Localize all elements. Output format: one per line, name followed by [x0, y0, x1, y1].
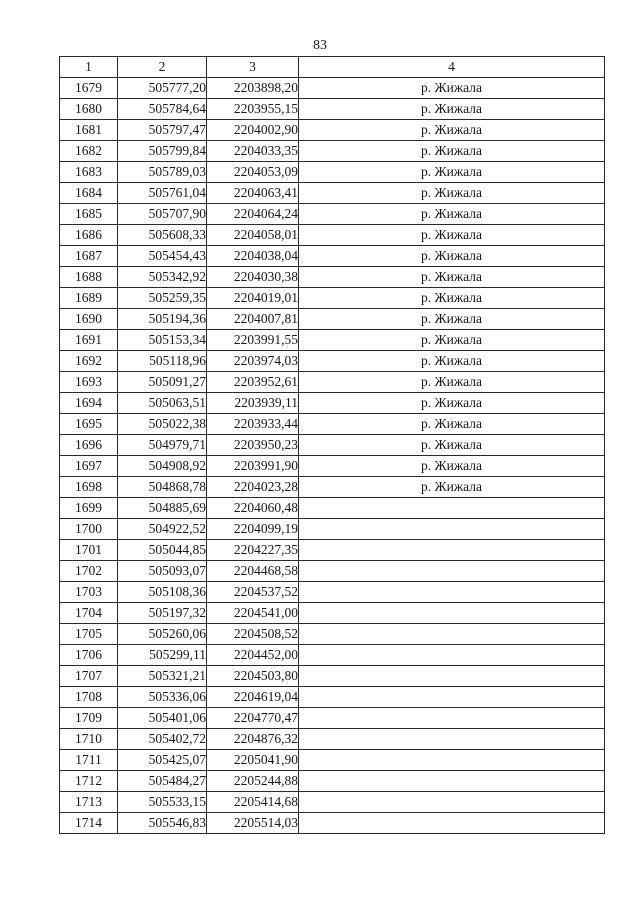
table-row [60, 120, 605, 141]
y-coordinate-cell: 2204468,58 [207, 561, 299, 582]
x-coordinate-cell: 505321,21 [118, 666, 207, 687]
description-cell: р. Жижала [299, 309, 605, 330]
x-coordinate-cell: 505707,90 [118, 204, 207, 225]
y-coordinate-cell: 2204064,24 [207, 204, 299, 225]
y-coordinate-cell: 2204030,38 [207, 267, 299, 288]
point-number-cell: 1687 [60, 246, 118, 267]
x-coordinate-cell: 505022,38 [118, 414, 207, 435]
y-coordinate-cell: 2204063,41 [207, 183, 299, 204]
y-coordinate-cell: 2204099,19 [207, 519, 299, 540]
description-cell: р. Жижала [299, 99, 605, 120]
x-coordinate-cell: 505484,27 [118, 771, 207, 792]
point-number-cell: 1680 [60, 99, 118, 120]
x-coordinate-cell: 505533,15 [118, 792, 207, 813]
x-coordinate-cell: 505091,27 [118, 372, 207, 393]
y-coordinate-cell: 2204060,48 [207, 498, 299, 519]
y-coordinate-cell: 2204058,01 [207, 225, 299, 246]
x-coordinate-cell: 505259,35 [118, 288, 207, 309]
table-row [60, 519, 605, 540]
description-cell: р. Жижала [299, 477, 605, 498]
x-coordinate-cell: 505454,43 [118, 246, 207, 267]
x-coordinate-cell: 505260,06 [118, 624, 207, 645]
description-cell: р. Жижала [299, 225, 605, 246]
x-coordinate-cell: 505108,36 [118, 582, 207, 603]
y-coordinate-cell: 2203939,11 [207, 393, 299, 414]
x-coordinate-cell: 504908,92 [118, 456, 207, 477]
x-coordinate-cell: 504922,52 [118, 519, 207, 540]
table-row [60, 204, 605, 225]
table-row [60, 330, 605, 351]
y-coordinate-cell: 2204452,00 [207, 645, 299, 666]
point-number-cell: 1688 [60, 267, 118, 288]
table-row [60, 813, 605, 834]
table-row [60, 729, 605, 750]
x-coordinate-cell: 505044,85 [118, 540, 207, 561]
table-row [60, 309, 605, 330]
table-row [60, 666, 605, 687]
x-coordinate-cell: 505336,06 [118, 687, 207, 708]
x-coordinate-cell: 505777,20 [118, 78, 207, 99]
table-row [60, 393, 605, 414]
table-body [60, 78, 605, 834]
description-cell [299, 729, 605, 750]
point-number-cell: 1709 [60, 708, 118, 729]
y-coordinate-cell: 2203950,23 [207, 435, 299, 456]
description-cell: р. Жижала [299, 351, 605, 372]
table-row [60, 141, 605, 162]
point-number-cell: 1684 [60, 183, 118, 204]
y-coordinate-cell: 2204537,52 [207, 582, 299, 603]
column-header-2: 2 [118, 57, 207, 78]
table-row [60, 267, 605, 288]
description-cell: р. Жижала [299, 183, 605, 204]
point-number-cell: 1699 [60, 498, 118, 519]
description-cell [299, 561, 605, 582]
point-number-cell: 1696 [60, 435, 118, 456]
x-coordinate-cell: 505797,47 [118, 120, 207, 141]
table-row [60, 792, 605, 813]
point-number-cell: 1691 [60, 330, 118, 351]
x-coordinate-cell: 504885,69 [118, 498, 207, 519]
x-coordinate-cell: 505342,92 [118, 267, 207, 288]
point-number-cell: 1685 [60, 204, 118, 225]
table-row [60, 78, 605, 99]
x-coordinate-cell: 505093,07 [118, 561, 207, 582]
description-cell: р. Жижала [299, 330, 605, 351]
table-row [60, 687, 605, 708]
point-number-cell: 1679 [60, 78, 118, 99]
y-coordinate-cell: 2203952,61 [207, 372, 299, 393]
point-number-cell: 1713 [60, 792, 118, 813]
table-header [60, 57, 605, 78]
description-cell [299, 792, 605, 813]
description-cell: р. Жижала [299, 267, 605, 288]
description-cell [299, 708, 605, 729]
description-cell [299, 771, 605, 792]
point-number-cell: 1707 [60, 666, 118, 687]
description-cell [299, 540, 605, 561]
column-header-1: 1 [60, 57, 118, 78]
y-coordinate-cell: 2203898,20 [207, 78, 299, 99]
y-coordinate-cell: 2204023,28 [207, 477, 299, 498]
table-row [60, 414, 605, 435]
description-cell [299, 519, 605, 540]
description-cell: р. Жижала [299, 435, 605, 456]
point-number-cell: 1708 [60, 687, 118, 708]
description-cell [299, 750, 605, 771]
point-number-cell: 1714 [60, 813, 118, 834]
x-coordinate-cell: 505425,07 [118, 750, 207, 771]
description-cell [299, 582, 605, 603]
y-coordinate-cell: 2204508,52 [207, 624, 299, 645]
x-coordinate-cell: 505799,84 [118, 141, 207, 162]
point-number-cell: 1700 [60, 519, 118, 540]
x-coordinate-cell: 505299,11 [118, 645, 207, 666]
point-number-cell: 1693 [60, 372, 118, 393]
point-number-cell: 1681 [60, 120, 118, 141]
x-coordinate-cell: 505789,03 [118, 162, 207, 183]
description-cell: р. Жижала [299, 288, 605, 309]
y-coordinate-cell: 2205414,68 [207, 792, 299, 813]
point-number-cell: 1692 [60, 351, 118, 372]
x-coordinate-cell: 504979,71 [118, 435, 207, 456]
point-number-cell: 1710 [60, 729, 118, 750]
x-coordinate-cell: 505761,04 [118, 183, 207, 204]
x-coordinate-cell: 504868,78 [118, 477, 207, 498]
x-coordinate-cell: 505153,34 [118, 330, 207, 351]
description-cell: р. Жижала [299, 393, 605, 414]
table-row [60, 372, 605, 393]
x-coordinate-cell: 505118,96 [118, 351, 207, 372]
point-number-cell: 1712 [60, 771, 118, 792]
table-row [60, 456, 605, 477]
point-number-cell: 1701 [60, 540, 118, 561]
point-number-cell: 1706 [60, 645, 118, 666]
description-cell [299, 624, 605, 645]
y-coordinate-cell: 2204007,81 [207, 309, 299, 330]
description-cell: р. Жижала [299, 246, 605, 267]
table-row [60, 162, 605, 183]
table-row [60, 99, 605, 120]
y-coordinate-cell: 2204619,04 [207, 687, 299, 708]
y-coordinate-cell: 2205244,88 [207, 771, 299, 792]
table-row [60, 603, 605, 624]
y-coordinate-cell: 2205041,90 [207, 750, 299, 771]
table-row [60, 561, 605, 582]
point-number-cell: 1682 [60, 141, 118, 162]
point-number-cell: 1689 [60, 288, 118, 309]
x-coordinate-cell: 505784,64 [118, 99, 207, 120]
description-cell: р. Жижала [299, 372, 605, 393]
description-cell: р. Жижала [299, 141, 605, 162]
y-coordinate-cell: 2204503,80 [207, 666, 299, 687]
table-row [60, 750, 605, 771]
description-cell [299, 687, 605, 708]
point-number-cell: 1694 [60, 393, 118, 414]
y-coordinate-cell: 2203991,90 [207, 456, 299, 477]
y-coordinate-cell: 2204053,09 [207, 162, 299, 183]
table-row [60, 288, 605, 309]
point-number-cell: 1690 [60, 309, 118, 330]
description-cell [299, 666, 605, 687]
description-cell [299, 603, 605, 624]
point-number-cell: 1695 [60, 414, 118, 435]
y-coordinate-cell: 2203991,55 [207, 330, 299, 351]
column-header-4: 4 [299, 57, 605, 78]
table-row [60, 540, 605, 561]
description-cell: р. Жижала [299, 120, 605, 141]
description-cell [299, 645, 605, 666]
column-header-3: 3 [207, 57, 299, 78]
table-row [60, 435, 605, 456]
table-row [60, 582, 605, 603]
point-number-cell: 1703 [60, 582, 118, 603]
description-cell: р. Жижала [299, 414, 605, 435]
y-coordinate-cell: 2204876,32 [207, 729, 299, 750]
description-cell: р. Жижала [299, 456, 605, 477]
table-row [60, 624, 605, 645]
y-coordinate-cell: 2204770,47 [207, 708, 299, 729]
point-number-cell: 1702 [60, 561, 118, 582]
x-coordinate-cell: 505194,36 [118, 309, 207, 330]
description-cell [299, 498, 605, 519]
x-coordinate-cell: 505608,33 [118, 225, 207, 246]
table-row [60, 708, 605, 729]
table-row [60, 771, 605, 792]
description-cell [299, 813, 605, 834]
coordinates-table [59, 56, 605, 834]
x-coordinate-cell: 505063,51 [118, 393, 207, 414]
table-row [60, 246, 605, 267]
page-number: 83 [313, 38, 327, 53]
y-coordinate-cell: 2204227,35 [207, 540, 299, 561]
y-coordinate-cell: 2204002,90 [207, 120, 299, 141]
y-coordinate-cell: 2204038,04 [207, 246, 299, 267]
description-cell: р. Жижала [299, 204, 605, 225]
description-cell: р. Жижала [299, 162, 605, 183]
y-coordinate-cell: 2203974,03 [207, 351, 299, 372]
point-number-cell: 1698 [60, 477, 118, 498]
y-coordinate-cell: 2204033,35 [207, 141, 299, 162]
point-number-cell: 1697 [60, 456, 118, 477]
x-coordinate-cell: 505402,72 [118, 729, 207, 750]
y-coordinate-cell: 2203933,44 [207, 414, 299, 435]
point-number-cell: 1686 [60, 225, 118, 246]
x-coordinate-cell: 505401,06 [118, 708, 207, 729]
header-row [60, 57, 605, 78]
point-number-cell: 1683 [60, 162, 118, 183]
x-coordinate-cell: 505197,32 [118, 603, 207, 624]
table-row [60, 351, 605, 372]
point-number-cell: 1705 [60, 624, 118, 645]
y-coordinate-cell: 2204019,01 [207, 288, 299, 309]
table-row [60, 498, 605, 519]
point-number-cell: 1704 [60, 603, 118, 624]
table-row [60, 645, 605, 666]
description-cell: р. Жижала [299, 78, 605, 99]
point-number-cell: 1711 [60, 750, 118, 771]
table-row [60, 183, 605, 204]
table-row [60, 477, 605, 498]
table-row [60, 225, 605, 246]
y-coordinate-cell: 2203955,15 [207, 99, 299, 120]
x-coordinate-cell: 505546,83 [118, 813, 207, 834]
y-coordinate-cell: 2204541,00 [207, 603, 299, 624]
y-coordinate-cell: 2205514,03 [207, 813, 299, 834]
